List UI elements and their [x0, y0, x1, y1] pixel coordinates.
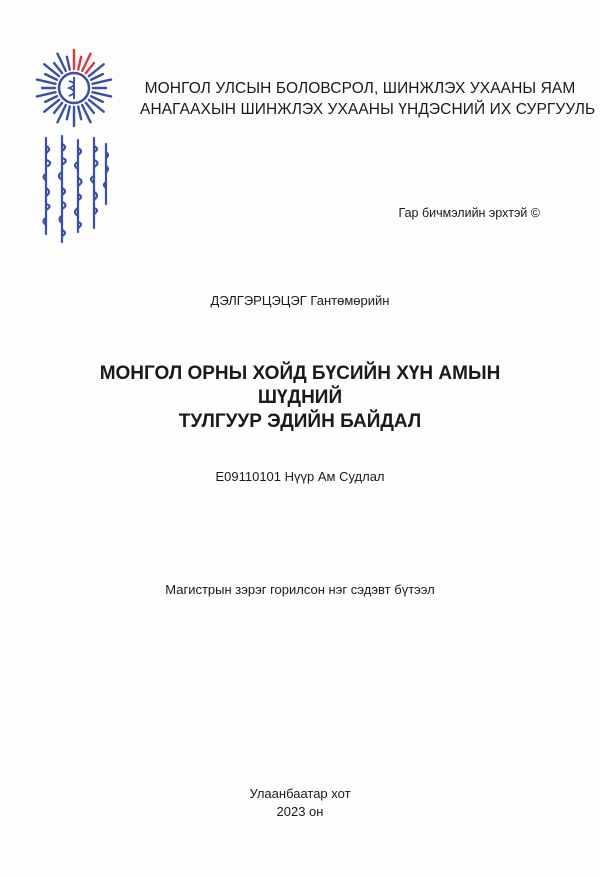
ministry-name: МОНГОЛ УЛСЫН БОЛОВСРОЛ, ШИНЖЛЭХ УХААНЫ ЯАМ — [144, 80, 576, 97]
emblem-ray — [37, 80, 56, 84]
emblem-ray — [78, 57, 81, 70]
ministry-header — [140, 78, 596, 120]
year: 2023 он — [276, 804, 324, 819]
emblem-ray — [37, 92, 56, 96]
city: Улаанбаатар хот — [249, 786, 351, 801]
emblem-ray — [91, 74, 103, 80]
thesis-title-line1: МОНГОЛ ОРНЫ ХОЙД БҮСИЙН ХҮН АМЫН ШҮДНИЙ — [99, 363, 501, 408]
thesis-title — [60, 362, 540, 434]
copyright-notice: Гар бичмэлийн эрхтэй © — [398, 206, 540, 220]
emblem-ray — [67, 107, 70, 120]
emblem-ray — [93, 80, 112, 84]
emblem-ray — [78, 107, 81, 120]
place-and-year — [0, 785, 600, 821]
medical-university-emblem-icon — [34, 48, 114, 128]
university-name: АНАГААХЫН ШИНЖЛЭХ УХААНЫ ҮНДЭСНИЙ ИХ СУРГУУЛЬ — [140, 101, 596, 118]
specialty-code: E09110101 Нүүр Ам Судлал — [215, 469, 385, 484]
mongolian-script-signature-icon — [36, 134, 112, 246]
emblem-ray — [91, 96, 103, 102]
thesis-title-line2: ТУЛГУУР ЭДИЙН БАЙДАЛ — [178, 411, 422, 432]
emblem-ray — [45, 96, 57, 102]
emblem-ray — [45, 74, 57, 80]
author-name: ДЭЛГЭРЦЭЦЭГ Гантөмөрийн — [210, 293, 390, 308]
emblem-ray — [67, 57, 70, 70]
emblem-ray — [93, 92, 112, 96]
degree-description: Магистрын зэрэг горилсон нэг сэдэвт бүтээл — [165, 582, 435, 597]
